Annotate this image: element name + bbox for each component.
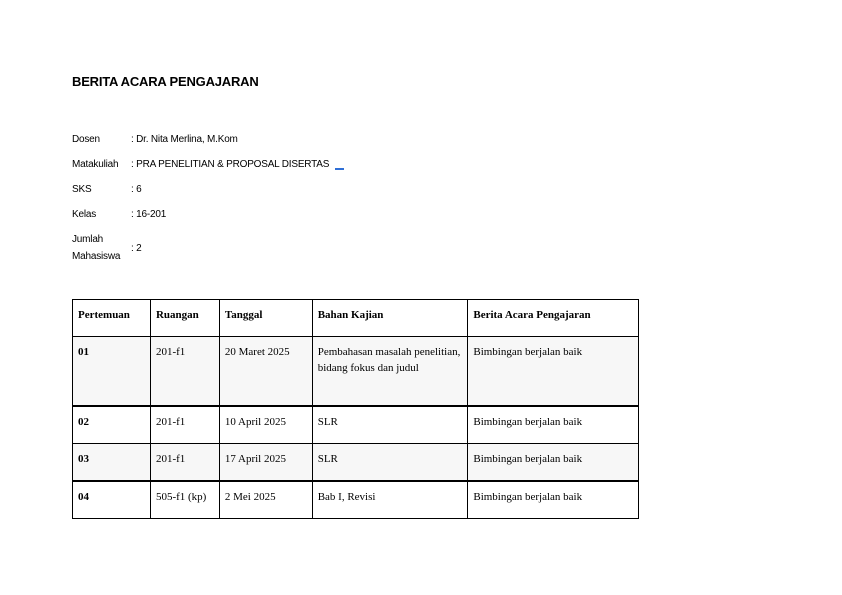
matakuliah-row <box>131 159 344 170</box>
cell-bahan: Pembahasan masalah penelitian, bidang fokus dan judul <box>312 337 468 407</box>
table-row <box>73 444 639 482</box>
cell-tanggal: 2 Mei 2025 <box>219 481 312 519</box>
kelas-value: : 16-201 <box>131 209 167 220</box>
matakuliah-value: : PRA PENELITIAN & PROPOSAL DISERTAS <box>131 159 330 170</box>
cell-ruangan: 201-f1 <box>150 406 219 444</box>
cell-pertemuan: 03 <box>73 444 151 482</box>
cell-pertemuan: 01 <box>73 337 151 407</box>
cell-ruangan: 505-f1 (kp) <box>150 481 219 519</box>
cell-berita: Bimbingan berjalan baik <box>468 337 639 407</box>
cell-bahan: Bab I, Revisi <box>312 481 468 519</box>
header-pertemuan: Pertemuan <box>73 300 151 337</box>
table-row <box>73 406 639 444</box>
matakuliah-label: Matakuliah <box>72 159 119 170</box>
cell-ruangan: 201-f1 <box>150 337 219 407</box>
header-ruangan: Ruangan <box>150 300 219 337</box>
cell-tanggal: 10 April 2025 <box>219 406 312 444</box>
header-tanggal: Tanggal <box>219 300 312 337</box>
spellcheck-mark <box>335 168 344 170</box>
table-header-row <box>73 300 639 337</box>
header-berita-acara: Berita Acara Pengajaran <box>468 300 639 337</box>
dosen-value: : Dr. Nita Merlina, M.Kom <box>131 134 238 145</box>
cell-ruangan: 201-f1 <box>150 444 219 482</box>
cell-bahan: SLR <box>312 444 468 482</box>
teaching-report-table <box>72 299 639 519</box>
table-row <box>73 337 639 407</box>
cell-tanggal: 20 Maret 2025 <box>219 337 312 407</box>
dosen-label: Dosen <box>72 134 100 145</box>
header-bahan-kajian: Bahan Kajian <box>312 300 468 337</box>
cell-berita: Bimbingan berjalan baik <box>468 444 639 482</box>
cell-berita: Bimbingan berjalan baik <box>468 481 639 519</box>
kelas-label: Kelas <box>72 209 97 220</box>
cell-berita: Bimbingan berjalan baik <box>468 406 639 444</box>
table-row <box>73 481 639 519</box>
cell-pertemuan: 02 <box>73 406 151 444</box>
document-title: BERITA ACARA PENGAJARAN <box>72 74 259 89</box>
jumlah-label-line1: Jumlah <box>72 234 104 245</box>
cell-bahan: SLR <box>312 406 468 444</box>
jumlah-label-line2: Mahasiswa <box>72 251 121 262</box>
cell-tanggal: 17 April 2025 <box>219 444 312 482</box>
cell-pertemuan: 04 <box>73 481 151 519</box>
sks-label: SKS <box>72 184 92 195</box>
sks-value: : 6 <box>131 184 142 195</box>
jumlah-label <box>72 231 132 265</box>
jumlah-value: : 2 <box>131 243 142 254</box>
